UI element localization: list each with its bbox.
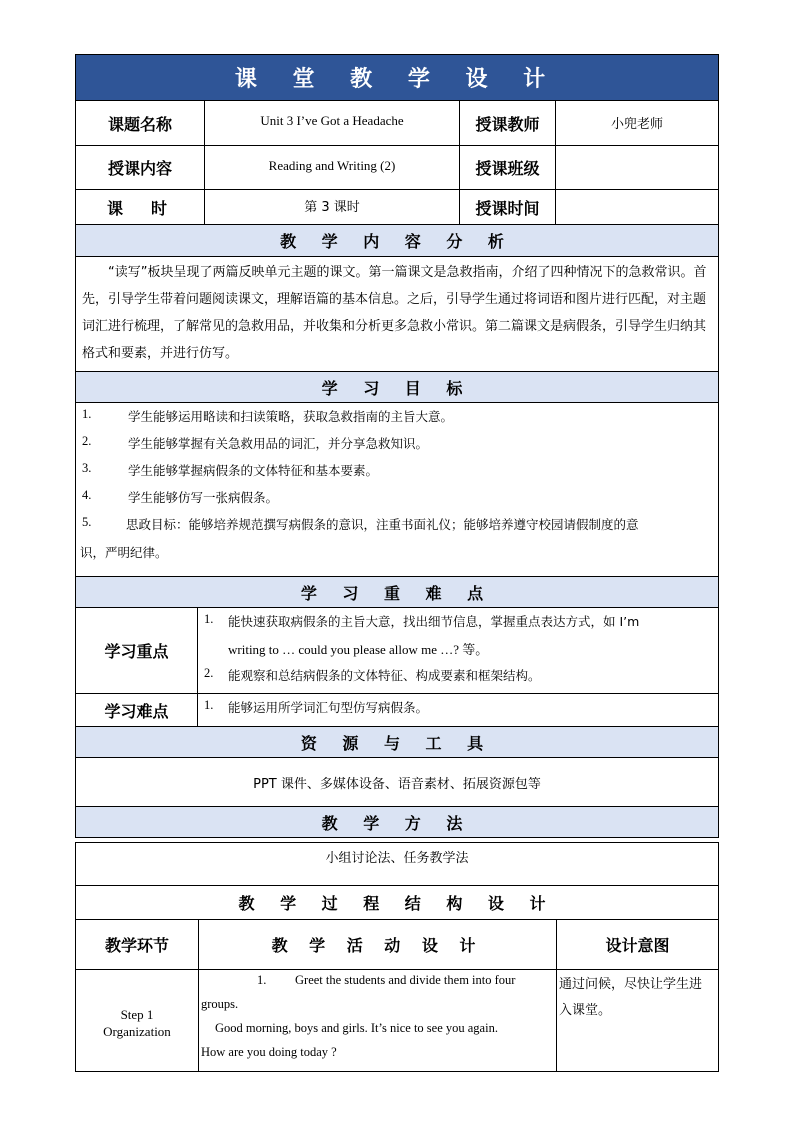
- step-cell: [75, 969, 199, 1072]
- activity-line: [199, 1021, 555, 1041]
- process-col-activity: 教 学 活 动 设 计: [198, 919, 557, 970]
- keypoints-heading: 学 习 重 难 点: [75, 576, 719, 608]
- key-item-continued: [198, 639, 718, 659]
- activity-text: Greet the students and divide them into four: [295, 973, 516, 987]
- document-title: [75, 54, 719, 101]
- period-value: 第 3 课时: [204, 189, 460, 225]
- objective-item: [76, 434, 716, 454]
- objective-text: 学生能够掌握病假条的文体特征和基本要素。: [128, 463, 379, 478]
- objective-text: 学生能够运用略读和扫读策略，获取急救指南的主旨大意。: [128, 409, 454, 424]
- activity-line: [199, 1045, 555, 1065]
- difficulty-item: [198, 698, 718, 718]
- content-label: 授课内容: [75, 145, 205, 190]
- time-label: 授课时间: [459, 189, 556, 225]
- period-label: 课 时: [75, 189, 205, 225]
- content-value: Reading and Writing (2): [204, 145, 460, 190]
- difficulty-label-text: 学习难点: [104, 702, 169, 721]
- activity-text: Good morning, boys and girls. It’s nice to see you again.: [215, 1021, 498, 1035]
- process-heading: 教 学 过 程 结 构 设 计: [75, 885, 719, 920]
- step-number: Step 1: [120, 1007, 154, 1022]
- analysis-heading: 教 学 内 容 分 析: [75, 224, 719, 257]
- key-item-number: 2.: [204, 666, 214, 680]
- step-name: Organization: [103, 1024, 171, 1039]
- key-item-text: 能快速获取病假条的主旨大意，找出细节信息，掌握重点表达方式，如 I’m: [228, 614, 640, 629]
- activity-cell: [198, 969, 557, 1072]
- intent-cell: [556, 969, 719, 1072]
- activity-text: groups.: [201, 997, 239, 1011]
- objective-item: [76, 543, 716, 563]
- teacher-label: 授课教师: [459, 100, 556, 146]
- class-value: [555, 145, 719, 190]
- topic-label: 课题名称: [75, 100, 205, 146]
- objective-text: 识，严明纪律。: [80, 545, 168, 560]
- objectives-list: [75, 402, 719, 577]
- objectives-heading: 学 习 目 标: [75, 371, 719, 403]
- key-item-text: writing to … could you please allow me …? 等。: [228, 642, 489, 657]
- objective-text: 思政目标：能够培养规范撰写病假条的意识，注重书面礼仪；能够培养遵守校园请假制度的意: [126, 517, 639, 532]
- resources-heading: 资 源 与 工 具: [75, 726, 719, 758]
- key-items: [197, 607, 719, 694]
- difficulty-items: [197, 693, 719, 727]
- activity-text: How are you doing today ?: [201, 1045, 337, 1059]
- activity-number: 1.: [257, 973, 267, 987]
- resources-text: PPT 课件、多媒体设备、语音素材、拓展资源包等: [75, 757, 719, 807]
- objective-number: 4.: [82, 488, 92, 502]
- key-item: [198, 612, 718, 632]
- activity-line: [199, 997, 555, 1017]
- objective-number: 1.: [82, 407, 92, 421]
- process-col-stage: 教学环节: [75, 919, 199, 970]
- objective-number: 5.: [82, 515, 92, 529]
- key-item-text: 能观察和总结病假条的文体特征、构成要素和框架结构。: [228, 668, 541, 683]
- key-label: 学习重点: [75, 607, 198, 694]
- key-item: [198, 666, 718, 686]
- objective-number: 3.: [82, 461, 92, 475]
- class-label: 授课班级: [459, 145, 556, 190]
- objective-text: 学生能够掌握有关急救用品的词汇，并分享急救知识。: [128, 436, 429, 451]
- key-item-number: 1.: [204, 612, 214, 626]
- intent-text: 通过问候，尽快让学生进: [559, 977, 703, 992]
- methods-heading: 教 学 方 法: [75, 806, 719, 838]
- objective-item: [76, 461, 716, 481]
- process-col-intent: 设计意图: [556, 919, 719, 970]
- difficulty-item-text: 能够运用所学词汇句型仿写病假条。: [228, 700, 429, 715]
- analysis-text: “读写”板块呈现了两篇反映单元主题的课文。第一篇课文是急救指南，介绍了四种情况下的急救常识。首先，引导学生带着问题阅读课文，理解语篇的基本信息。之后，引导学生通过将词语和图片进行匹配，对主题词汇进行梳理，了解常见的急救用品，并收集和分析更多急救小常识。第二篇课文是病假条，引导学生归纳其格式和要素，并进行仿写。: [75, 256, 719, 372]
- topic-value: Unit 3 I’ve Got a Headache: [204, 100, 460, 146]
- document-title-text: 课 堂 教 学 设 计: [234, 67, 560, 92]
- objective-text: 学生能够仿写一张病假条。: [128, 490, 279, 505]
- difficulty-item-number: 1.: [204, 698, 214, 712]
- objective-item: [76, 488, 716, 508]
- difficulty-label: [75, 693, 198, 727]
- intent-text: 入课堂。: [559, 1003, 612, 1018]
- objective-item: [76, 407, 716, 427]
- methods-text: 小组讨论法、任务教学法: [75, 842, 719, 886]
- time-value: [555, 189, 719, 225]
- teacher-value: 小兜老师: [555, 100, 719, 146]
- objective-number: 2.: [82, 434, 92, 448]
- objective-item: [76, 515, 716, 535]
- activity-line: [199, 973, 555, 993]
